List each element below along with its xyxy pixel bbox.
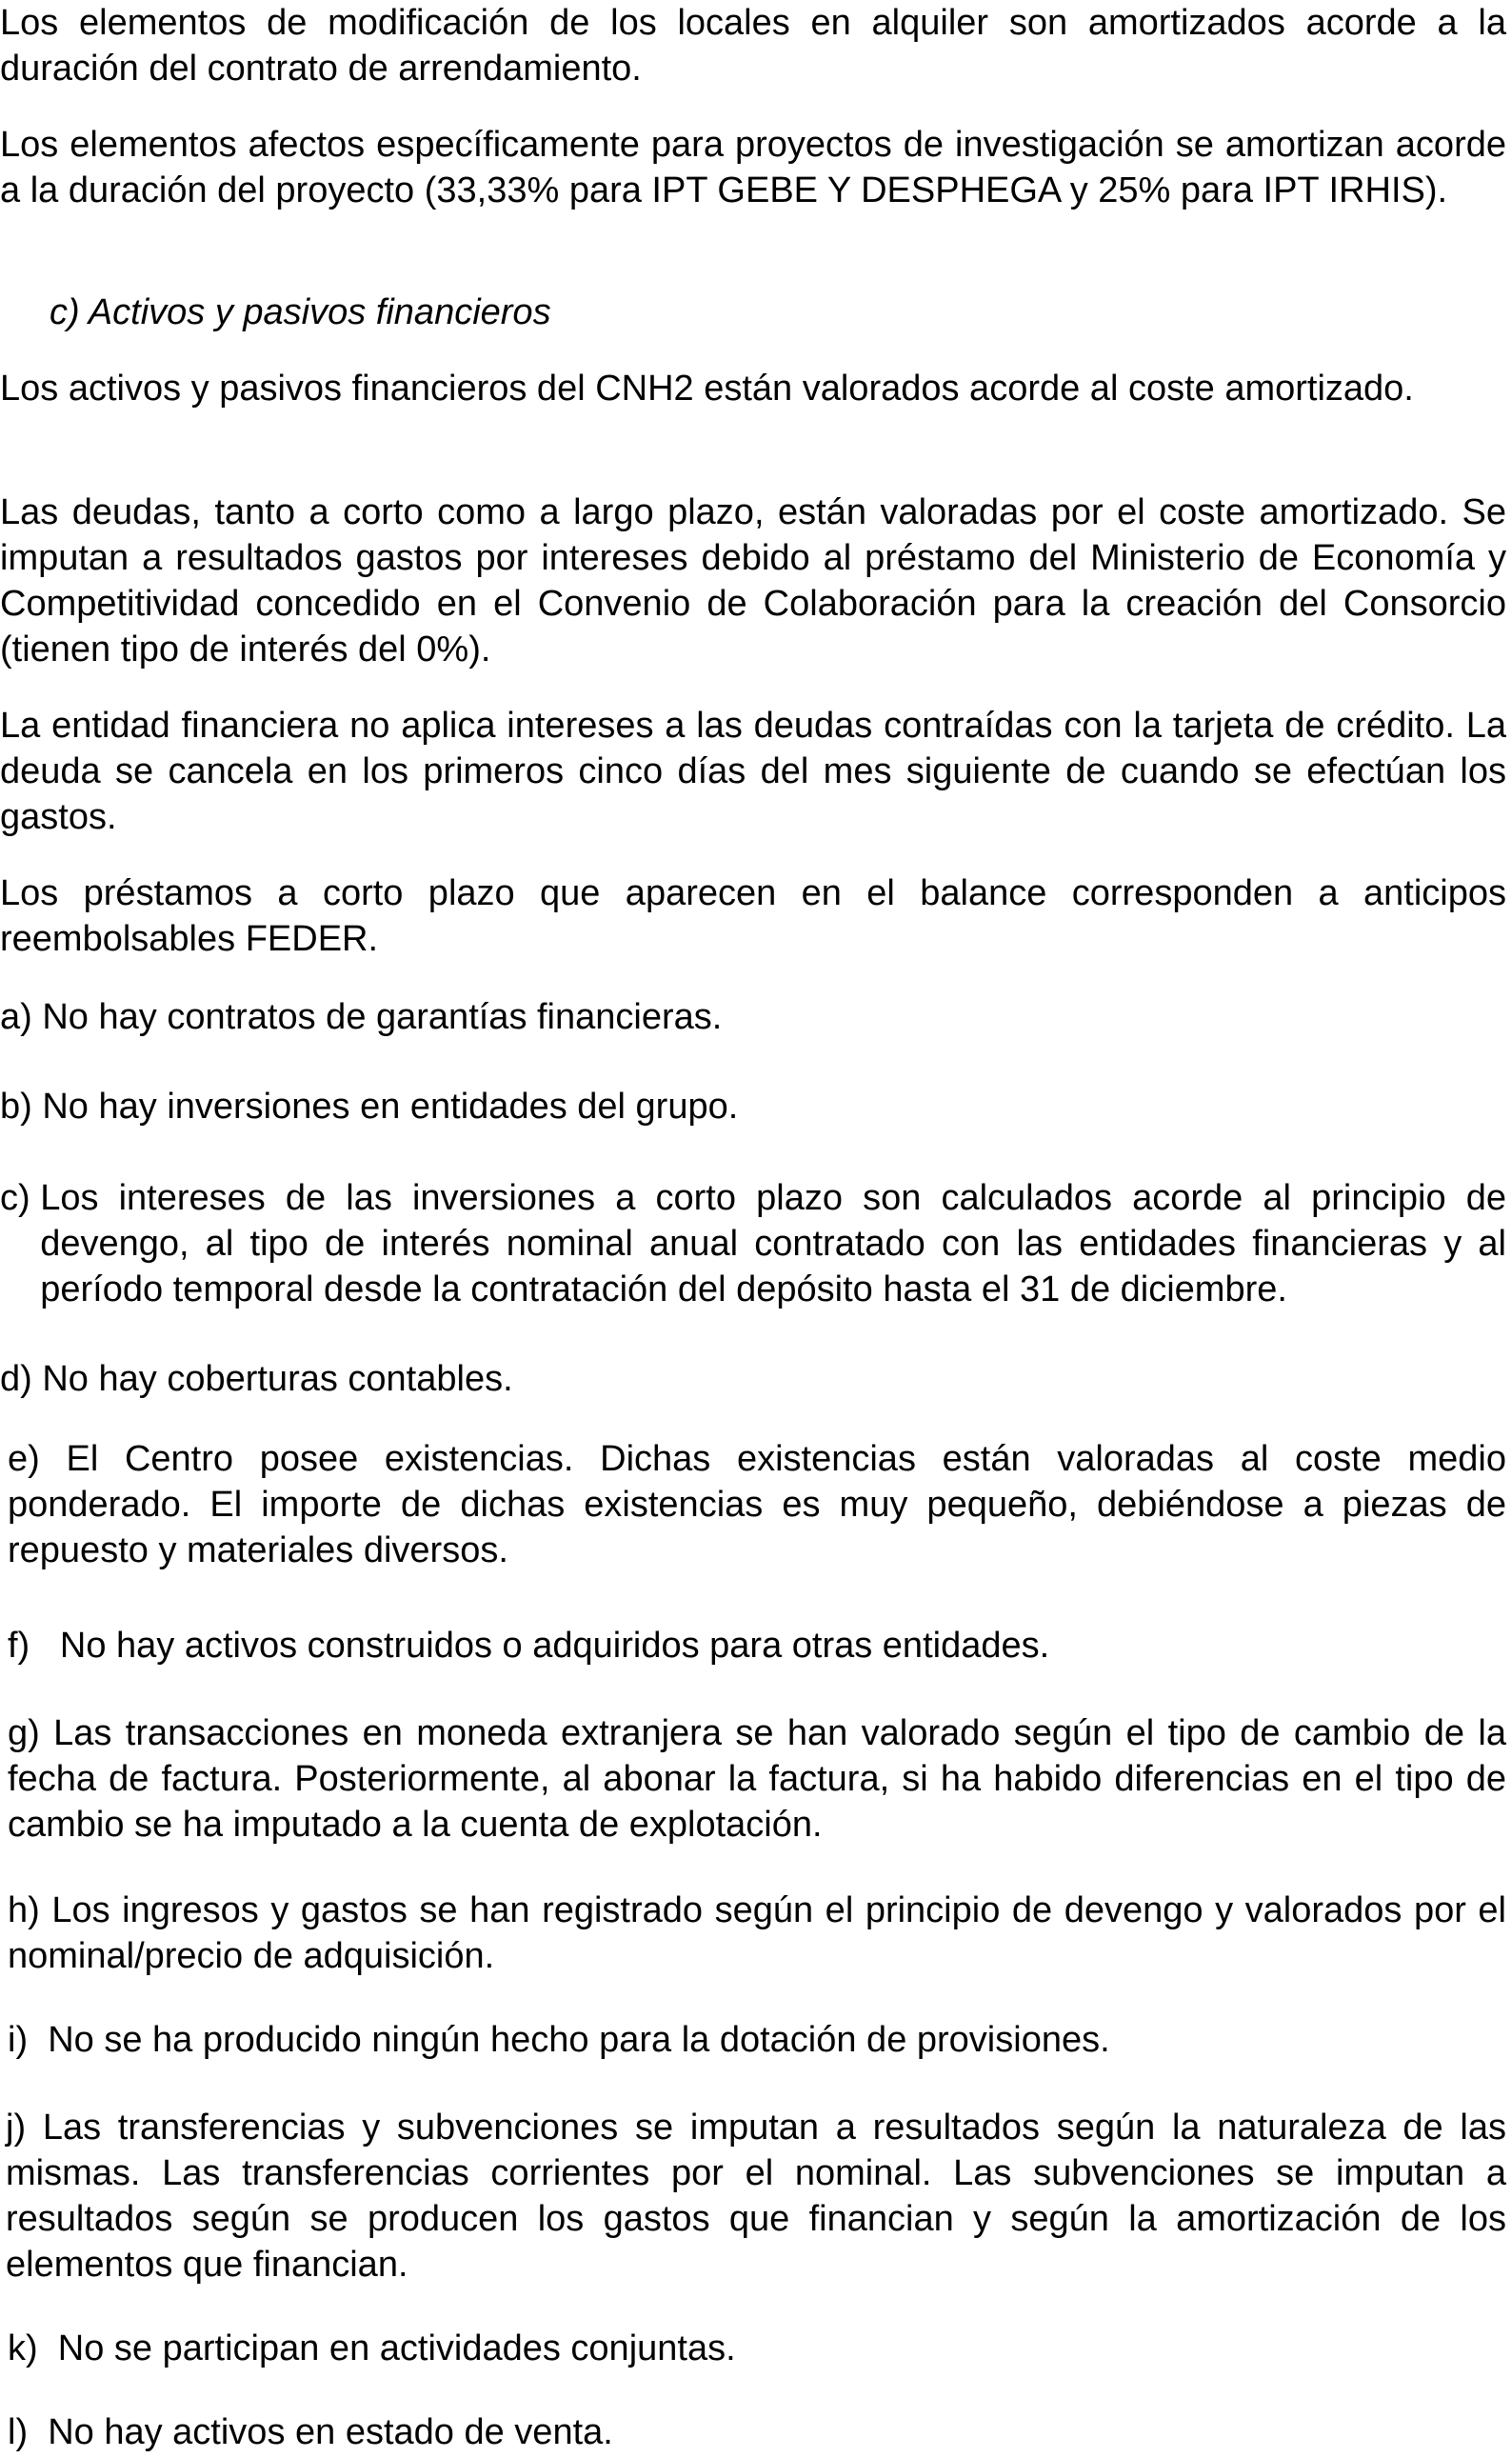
list-item-text: No hay inversiones en entidades del grupo. xyxy=(42,1087,739,1127)
list-item-k xyxy=(8,2326,1506,2371)
paragraph-debts: Las deudas, tanto a corto como a largo plazo, están valoradas por el coste amortizado. Se imputan a resultados gastos por intereses debido al préstamo del Ministerio de Economía y Competitividad concedido en el Convenio de Colaboración para la creación del Consorcio (tienen tipo de interés del 0%). xyxy=(0,492,1506,669)
list-item-text: No se ha producido ningún hecho para la dotación de provisiones. xyxy=(48,2020,1110,2060)
list-item-text: No hay coberturas contables. xyxy=(42,1359,513,1399)
list-item-b xyxy=(0,1084,1506,1129)
paragraph-research-assets: Los elementos afectos específicamente para proyectos de investigación se amortizan acorde a la duración del proyecto (33,33% para IPT GEBE Y DESPHEGA y 25% para IPT IRHIS). xyxy=(0,125,1506,210)
list-item-label: b) xyxy=(0,1087,43,1127)
list-item-label: l) xyxy=(8,2412,49,2452)
list-item-label: f) xyxy=(8,1626,60,1666)
section-heading-financial-assets: c) Activos y pasivos financieros xyxy=(50,292,551,332)
list-item-label: d) xyxy=(0,1359,43,1399)
list-item-h: h) Los ingresos y gastos se han registrado según el principio de devengo y valorados por el nominal/precio de adquisición. xyxy=(8,1890,1506,1976)
list-item-g: g) Las transacciones en moneda extranjera se han valorado según el tipo de cambio de la fecha de factura. Posteriormente, al abonar la factura, si ha habido diferencias en el tipo de cambio se ha imputado a la cuenta de explotación. xyxy=(8,1713,1506,1845)
list-item-d xyxy=(0,1356,1506,1402)
list-item-label: k) xyxy=(8,2328,58,2368)
list-item-text: Los intereses de las inversiones a corto plazo son calculados acorde al principio de devengo, al tipo de interés nominal anual contratado con las entidades financieras y al período temporal desde la contratación del depósito hasta el 31 de diciembre. xyxy=(40,1178,1506,1309)
list-item-f xyxy=(8,1623,1506,1669)
paragraph-short-term-loans: Los préstamos a corto plazo que aparecen en el balance corresponden a anticipos reembolsables FEDER. xyxy=(0,873,1506,959)
list-item-i xyxy=(8,2017,1506,2063)
list-item-text: No hay contratos de garantías financieras. xyxy=(42,997,723,1037)
list-item-label: i) xyxy=(8,2020,49,2060)
list-item-e: e) El Centro posee existencias. Dichas existencias están valoradas al coste medio ponderado. El importe de dichas existencias es muy pequeño, debiéndose a piezas de repuesto y materiales diversos. xyxy=(8,1439,1506,1570)
list-item-a xyxy=(0,994,1506,1040)
list-item-c xyxy=(0,1175,1506,1312)
paragraph-financial-valuation: Los activos y pasivos financieros del CNH2 están valorados acorde al coste amortizado. xyxy=(0,369,1414,409)
list-item-j: j) Las transferencias y subvenciones se imputan a resultados según la naturaleza de las mismas. Las transferencias corrientes por el nominal. Las subvenciones se imputan a resultados según se producen los gastos que financian y según la amortización de los elementos que financian. xyxy=(6,2108,1506,2285)
paragraph-leasehold-improvements: Los elementos de modificación de los locales en alquiler son amortizados acorde a la duración del contrato de arrendamiento. xyxy=(0,3,1506,89)
list-item-text: No hay activos construidos o adquiridos para otras entidades. xyxy=(59,1626,1050,1666)
list-item-l xyxy=(8,2409,1506,2455)
list-item-label: c) xyxy=(0,1178,41,1218)
paragraph-credit-card: La entidad financiera no aplica intereses a las deudas contraídas con la tarjeta de crédito. La deuda se cancela en los primeros cinco días del mes siguiente de cuando se efectúan los gastos. xyxy=(0,706,1506,837)
list-item-text: No se participan en actividades conjuntas. xyxy=(57,2328,736,2368)
list-item-text: No hay activos en estado de venta. xyxy=(48,2412,613,2452)
list-item-label: a) xyxy=(0,997,43,1037)
